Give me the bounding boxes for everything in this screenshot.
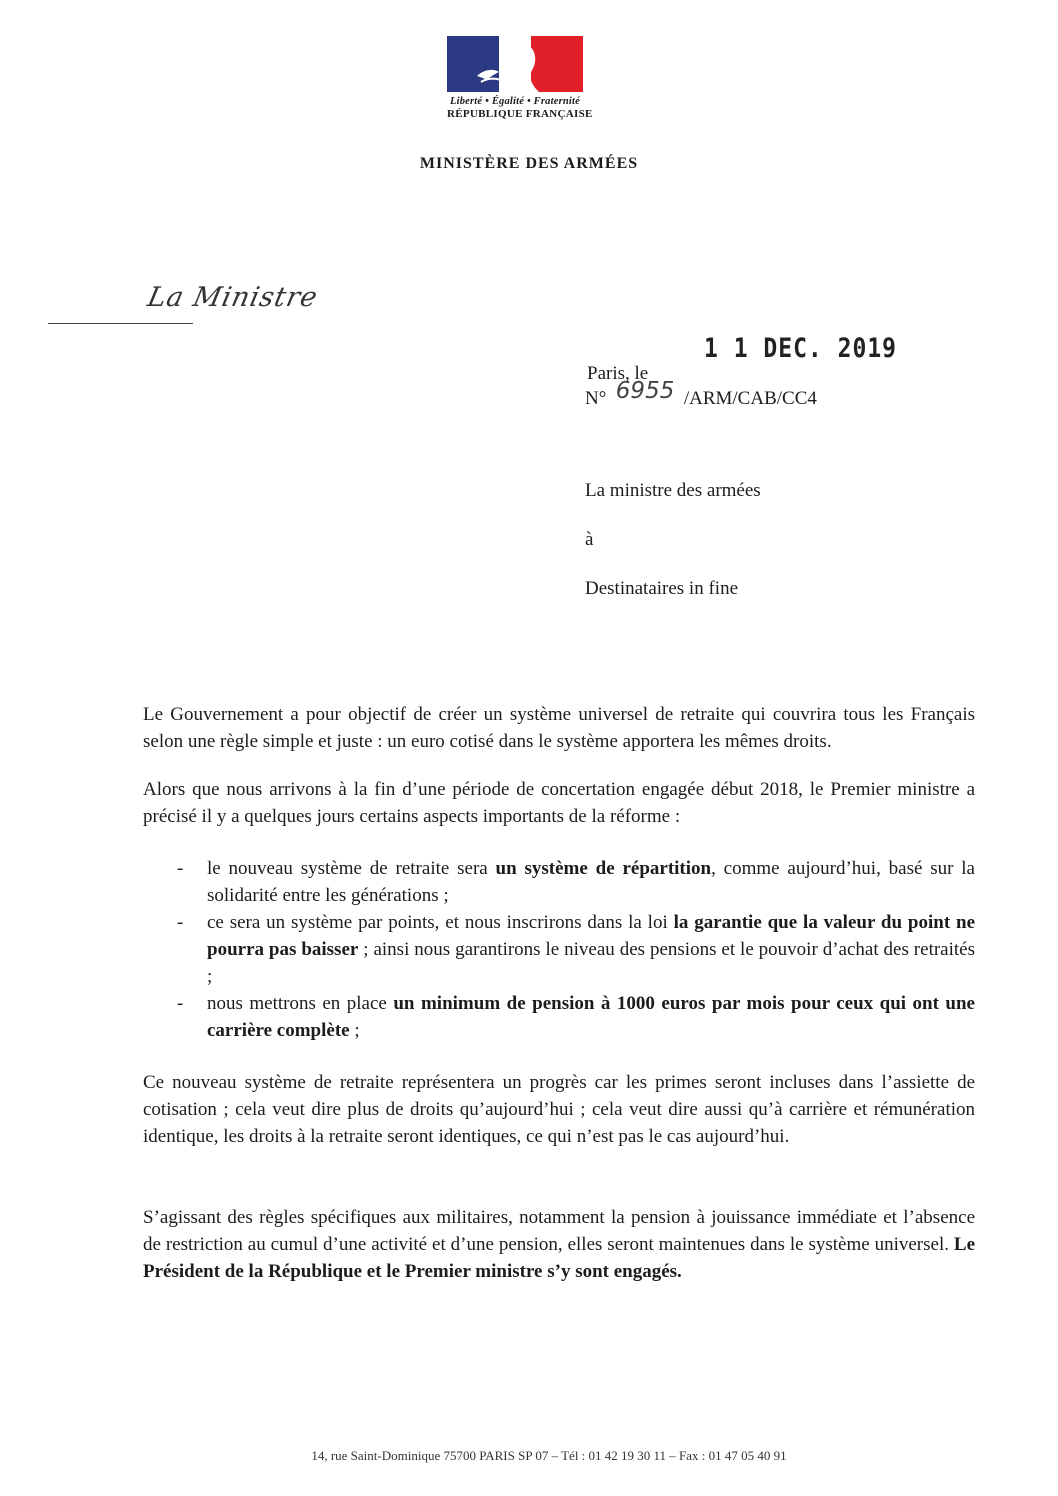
reference-suffix: /ARM/CAB/CC4 [683, 388, 817, 409]
reference-number: 6955 [615, 378, 675, 404]
tricolor-flag [447, 36, 583, 92]
date-stamp: 1 1 DEC. 2019 [704, 334, 898, 364]
ministry-title: MINISTÈRE DES ARMÉES [419, 155, 639, 172]
list-item: - le nouveau système de retraite sera un système de répartition, comme aujourd’hui, basé sur la solidarité entre les générations ; [143, 855, 975, 909]
bullet-dash: - [177, 858, 184, 879]
list-item: - nous mettrons en place un minimum de pension à 1000 euros par mois pour ceux qui ont une carrière complète ; [143, 990, 975, 1044]
footer-address: 14, rue Saint-Dominique 75700 PARIS SP 07 – Tél : 01 42 19 30 11 – Fax : 01 47 05 40 91 [311, 1448, 787, 1463]
signature-underline [48, 323, 193, 324]
reference-prefix: N° [585, 388, 607, 409]
bullet-dash: - [177, 993, 184, 1014]
bullet-dash: - [177, 912, 184, 933]
paragraph-4: S’agissant des règles spécifiques aux militaires, notamment la pension à jouissance immédiate et l’absence de restriction au cumul d’une activité et d’une pension, elles seront maintenues dans le système universel. Le Président de la République et le Premier ministre s’y sont engagés. [143, 1207, 975, 1282]
paragraph-2: Alors que nous arrivons à la fin d’une période de concertation engagée début 2018, le Premier ministre a précisé il y a quelques jours certains aspects importants de la réforme : [143, 779, 975, 827]
place-label: Paris, le [587, 363, 649, 384]
handwritten-title: La Ministre [144, 282, 321, 313]
paragraph-3: Ce nouveau système de retraite représentera un progrès car les primes seront incluses dans l’assiette de cotisation ; cela veut dire plus de droits qu’aujourd’hui ; cela veut dire aussi qu’à carrière et rémunération identique, les droits à la retraite seront identiques, ce qui n’est pas le cas aujourd’hui. [143, 1072, 975, 1147]
sender: La ministre des armées [585, 480, 761, 501]
bullet-list [143, 855, 975, 1044]
marianne-logo [447, 36, 593, 120]
paragraph-1: Le Gouvernement a pour objectif de créer un système universel de retraite qui couvrira tous les Français selon une règle simple et juste : un euro cotisé dans le système apportera les mêmes droits. [143, 704, 975, 752]
to-word: à [585, 529, 594, 550]
reference-line [585, 378, 817, 410]
list-item: - ce sera un système par points, et nous inscrirons dans la loi la garantie que la valeur du point ne pourra pas baisser ; ainsi nous garantirons le niveau des pensions et le pouvoir d’achat des retraités ; [143, 909, 975, 990]
recipients: Destinataires in fine [585, 578, 739, 599]
republic-motto: Liberté • Égalité • Fraternité [449, 96, 580, 107]
marianne-profile-icon [447, 36, 583, 92]
republic-name: RÉPUBLIQUE FRANÇAISE [447, 108, 593, 120]
